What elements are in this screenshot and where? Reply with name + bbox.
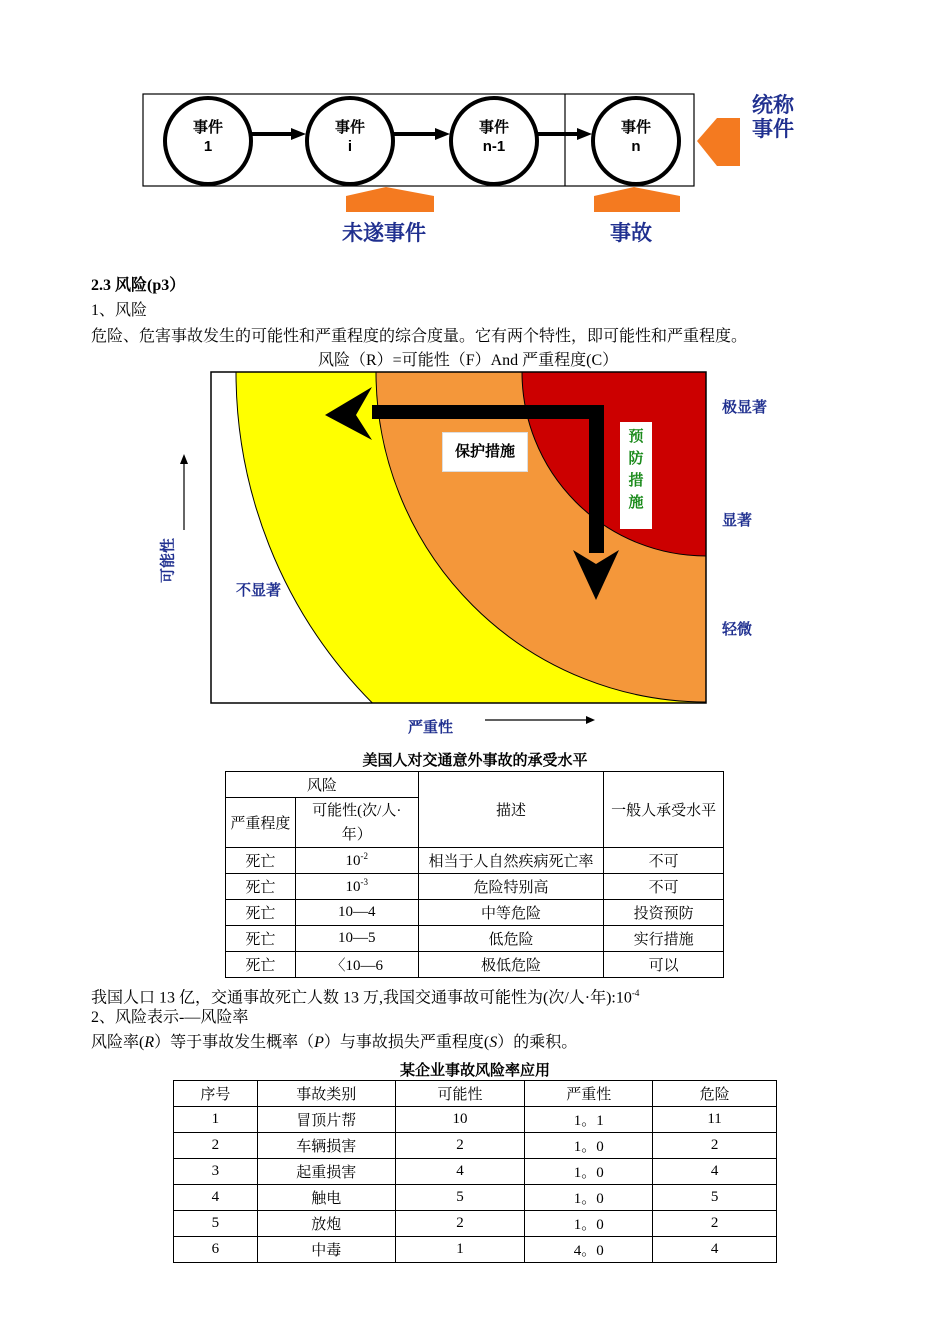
protective-measures-label: 保护措施 [454, 443, 515, 460]
cell-description: 中等危险 [418, 900, 604, 926]
measure-arrow-vertical [589, 405, 604, 553]
table-row [226, 848, 724, 874]
cell-risk: 2 [653, 1211, 777, 1237]
measure-arrow-horizontal [372, 405, 604, 419]
table2-title: 某企业事故风险率应用 [399, 1062, 550, 1079]
table1-title: 美国人对交通意外事故的承受水平 [362, 752, 588, 769]
cell-risk: 5 [653, 1185, 777, 1211]
cell-probability: 2 [395, 1211, 525, 1237]
cell-acceptance: 实行措施 [604, 926, 724, 952]
collective-arrow [697, 118, 740, 166]
header-severity: 严重性 [525, 1081, 653, 1107]
table-row [174, 1237, 777, 1263]
header-description: 描述 [418, 772, 604, 848]
cell-index: 1 [174, 1107, 258, 1133]
table-row [174, 1107, 777, 1133]
header-probability: 可能性 [395, 1081, 525, 1107]
cell-description: 极低危险 [418, 952, 604, 978]
node-1-line1: 事件 [192, 119, 223, 136]
cell-index: 4 [174, 1185, 258, 1211]
table-row [174, 1159, 777, 1185]
table-header-row [174, 1081, 777, 1107]
header-acceptance: 一般人承受水平 [604, 772, 724, 848]
rate-def-part2: ）等于事故发生概率（ [154, 1034, 315, 1051]
level-significant-label: 显著 [722, 512, 753, 529]
collective-label-line2: 事件 [752, 118, 794, 141]
cell-probability: 5 [395, 1185, 525, 1211]
cell-category: 放炮 [257, 1211, 395, 1237]
cell-risk: 4 [653, 1237, 777, 1263]
header-risk: 风险 [226, 772, 419, 798]
header-probability: 可能性(次/人·年） [295, 798, 418, 848]
cell-probability: 2 [395, 1133, 525, 1159]
x-axis-label: 严重性 [408, 719, 454, 736]
prob-exponent: -3 [360, 877, 368, 887]
risk-rate-definition [91, 1033, 577, 1053]
cell-severity: 1。1 [525, 1107, 653, 1133]
item-1-heading: 1、风险 [91, 302, 148, 319]
cell-severity: 1。0 [525, 1133, 653, 1159]
cell-probability [295, 874, 418, 900]
node-n-1-line1: 事件 [478, 119, 509, 136]
cell-description: 危险特别高 [418, 874, 604, 900]
y-axis-label: 可能性 [159, 538, 177, 584]
cell-description: 相当于人自然疾病死亡率 [418, 848, 604, 874]
preventive-char-3: 措 [628, 472, 644, 489]
table-row [174, 1185, 777, 1211]
cell-severity: 4。0 [525, 1237, 653, 1263]
accident-label: 事故 [610, 222, 652, 245]
cell-probability: 〈10—6 [295, 952, 418, 978]
cell-index: 3 [174, 1159, 258, 1185]
cell-category: 冒顶片帮 [257, 1107, 395, 1133]
cell-severity: 死亡 [226, 874, 296, 900]
cell-severity: 1。0 [525, 1159, 653, 1185]
cell-severity: 死亡 [226, 848, 296, 874]
section-heading: 2.3 风险(p3） [91, 277, 186, 294]
cell-category: 触电 [257, 1185, 395, 1211]
risk-definition: 危险、危害事故发生的可能性和严重程度的综合度量。它有两个特性，即可能性和严重程度。 [91, 328, 748, 345]
cell-index: 2 [174, 1133, 258, 1159]
table-row [174, 1133, 777, 1159]
cell-probability: 4 [395, 1159, 525, 1185]
chain-arrowhead-2 [435, 128, 450, 140]
table-row [226, 952, 724, 978]
node-i-line2: i [347, 138, 353, 155]
cell-risk: 2 [653, 1133, 777, 1159]
collective-label-line1: 统称 [752, 94, 794, 117]
cell-probability [295, 848, 418, 874]
enterprise-risk-table [173, 1080, 777, 1263]
cell-acceptance: 投资预防 [604, 900, 724, 926]
header-index: 序号 [174, 1081, 258, 1107]
y-axis-arrowhead [180, 454, 188, 464]
china-statistics [91, 983, 639, 1008]
cell-index: 5 [174, 1211, 258, 1237]
chain-arrowhead-1 [291, 128, 306, 140]
prob-base: 10 [345, 853, 361, 869]
node-n-label [606, 118, 666, 156]
rate-symbol-s: S [489, 1034, 498, 1051]
near-miss-arrow [346, 187, 434, 212]
level-insignificant-label: 不显著 [236, 582, 282, 599]
cell-probability: 10—4 [295, 900, 418, 926]
node-n-1-line2: n-1 [482, 138, 506, 155]
node-n-1-label [464, 118, 524, 156]
collective-label [752, 94, 794, 142]
node-1-label [178, 118, 238, 156]
rate-symbol-r: R [144, 1034, 155, 1051]
rate-def-part1: 风险率( [91, 1034, 145, 1051]
cell-probability: 10 [395, 1107, 525, 1133]
cell-acceptance: 不可 [604, 874, 724, 900]
acceptance-table [225, 771, 724, 978]
cell-index: 6 [174, 1237, 258, 1263]
x-axis-arrowhead [586, 716, 595, 724]
preventive-measures-box [620, 422, 652, 529]
header-risk: 危险 [653, 1081, 777, 1107]
cell-severity: 死亡 [226, 952, 296, 978]
accident-arrow [594, 187, 680, 212]
cell-probability: 10—5 [295, 926, 418, 952]
prob-base: 10 [345, 879, 361, 895]
china-statistics-text: 我国人口 13 亿，交通事故死亡人数 13 万,我国交通事故可能性为(次/人·年):10 [91, 989, 632, 1007]
cell-description: 低危险 [418, 926, 604, 952]
risk-diagram-svg [0, 360, 950, 750]
item-2-heading: 2、风险表示-—风险率 [91, 1009, 249, 1026]
node-n-line1: 事件 [620, 119, 651, 136]
near-miss-label: 未遂事件 [342, 222, 426, 245]
cell-severity: 死亡 [226, 900, 296, 926]
node-1-line2: 1 [203, 138, 213, 155]
preventive-char-2: 防 [628, 450, 644, 467]
preventive-char-1: 预 [628, 428, 644, 445]
cell-severity: 死亡 [226, 926, 296, 952]
prob-exponent: -2 [360, 851, 368, 861]
table-row [226, 900, 724, 926]
cell-risk: 11 [653, 1107, 777, 1133]
cell-acceptance: 可以 [604, 952, 724, 978]
cell-severity: 1。0 [525, 1185, 653, 1211]
node-i-label [320, 118, 380, 156]
header-category: 事故类别 [257, 1081, 395, 1107]
table-row [226, 874, 724, 900]
node-n-line2: n [631, 138, 641, 155]
event-chain-diagram [0, 0, 950, 260]
cell-category: 起重损害 [257, 1159, 395, 1185]
level-extreme-label: 极显著 [722, 399, 768, 416]
cell-acceptance: 不可 [604, 848, 724, 874]
cell-category: 中毒 [257, 1237, 395, 1263]
preventive-char-4: 施 [628, 494, 644, 511]
cell-category: 车辆损害 [257, 1133, 395, 1159]
chain-arrowhead-3 [577, 128, 592, 140]
table-row [226, 926, 724, 952]
level-minor-label: 轻微 [722, 621, 753, 638]
node-i-line1: 事件 [334, 119, 365, 136]
risk-formula: 风险（R）=可能性（F）And 严重程度(C） [318, 352, 619, 369]
cell-probability: 1 [395, 1237, 525, 1263]
protective-measures-box [442, 432, 528, 472]
cell-severity: 1。0 [525, 1211, 653, 1237]
rate-def-part3: ）与事故损失严重程度( [323, 1034, 490, 1051]
risk-diagram [0, 360, 950, 750]
cell-risk: 4 [653, 1159, 777, 1185]
table-row [174, 1211, 777, 1237]
rate-symbol-p: P [314, 1034, 324, 1051]
rate-def-part4: ）的乘积。 [497, 1034, 578, 1051]
header-severity: 严重程度 [226, 798, 296, 848]
china-statistics-exponent: -4 [631, 988, 640, 998]
